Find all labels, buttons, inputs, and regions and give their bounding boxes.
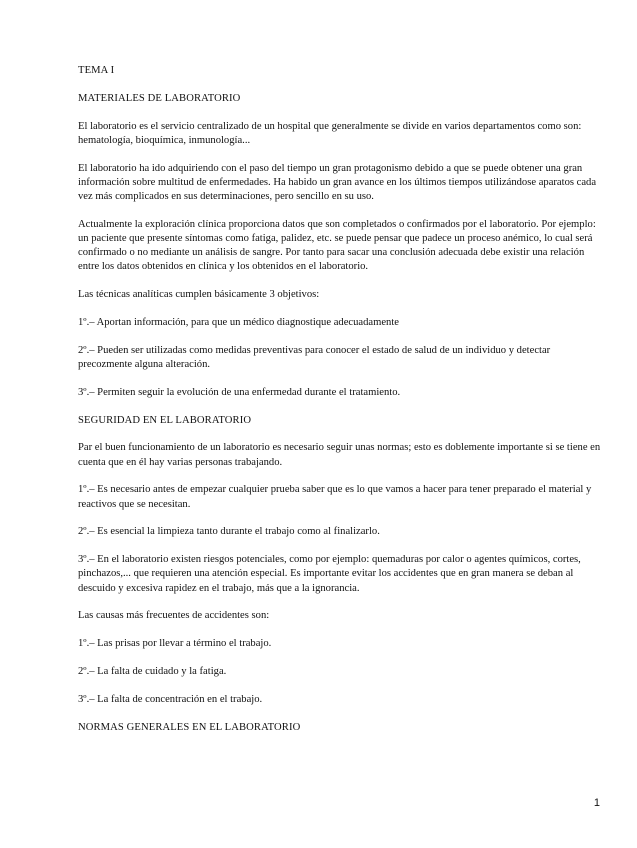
list-item-causa-2: 2º.– La falta de cuidado y la fatiga. <box>78 665 227 677</box>
list-item-seguridad-2: 2º.– Es esencial la limpieza tanto durante el trabajo como al finalizarlo. <box>78 526 380 538</box>
paragraph-normas-intro: Par el buen funcionamiento de un laboratorio es necesario seguir unas normas; esto es doblemente importante si se tiene en cuenta que en él hay varias personas trabajando. <box>78 442 601 468</box>
page-number: 1 <box>593 797 600 809</box>
document-body <box>78 64 602 748</box>
paragraph-exploracion-clinica: Actualmente la exploración clínica proporciona datos que son completados o confirmados por el laboratorio. Por ejemplo: un paciente que presente síntomas como fatiga, palidez, etc. se puede pensar que padece un proceso anémico, lo cual será confirmado o no mediante un análisis de sangre. Por tanto para sacar una conclusión adecuada debe existir una relación entre los datos obtenidos en clínica y los obtenidos en el laboratorio. <box>78 218 596 273</box>
list-item-seguridad-1: 1º.– Es necesario antes de empezar cualquier prueba saber que es lo que vamos a hacer para tener preparado el material y reactivos que se necesitan. <box>78 484 592 510</box>
section-heading-seguridad: SEGURIDAD EN EL LABORATORIO <box>78 414 252 426</box>
list-item-objetivo-3: 3º.– Permiten seguir la evolución de una enfermedad durante el tratamiento. <box>78 386 401 398</box>
list-item-objetivo-2: 2º.– Pueden ser utilizadas como medidas preventivas para conocer el estado de salud de un individuo y detectar precozmente alguna alteración. <box>78 344 551 370</box>
paragraph-intro: El laboratorio es el servicio centralizado de un hospital que generalmente se divide en varios departamentos como son: hematología, bioquímica, inmunología... <box>78 120 582 146</box>
list-item-causa-3: 3º.– La falta de concentración en el trabajo. <box>78 693 263 705</box>
paragraph-protagonismo: El laboratorio ha ido adquiriendo con el paso del tiempo un gran protagonismo debido a que se puede obtener una gran información sobre multitud de enfermedades. Ha habido un gran avance en los últimos tiempos utilizándose aparatos cada vez más complicados en sus determinaciones, pero sencillo en su uso. <box>78 162 597 202</box>
paragraph-objetivos-intro: Las técnicas analíticas cumplen básicamente 3 objetivos: <box>78 289 320 301</box>
section-heading-materiales: MATERIALES DE LABORATORIO <box>78 92 241 104</box>
list-item-seguridad-3: 3º.– En el laboratorio existen riesgos potenciales, como por ejemplo: quemaduras por calor o agentes químicos, cortes, pinchazos,... que requieren una atención especial. Es importante evitar los accidentes que en gran manera se deban al descuido y excesiva rapidez en el trabajo, más que a la ignorancia. <box>78 554 581 594</box>
list-item-causa-1: 1º.– Las prisas por llevar a término el trabajo. <box>78 638 272 650</box>
list-item-objetivo-1: 1º.– Aportan información, para que un médico diagnostique adecuadamente <box>78 317 399 328</box>
section-heading-normas: NORMAS GENERALES EN EL LABORATORIO <box>78 721 301 733</box>
paragraph-causas-intro: Las causas más frecuentes de accidentes son: <box>78 610 270 622</box>
document-title: TEMA I <box>78 65 115 76</box>
